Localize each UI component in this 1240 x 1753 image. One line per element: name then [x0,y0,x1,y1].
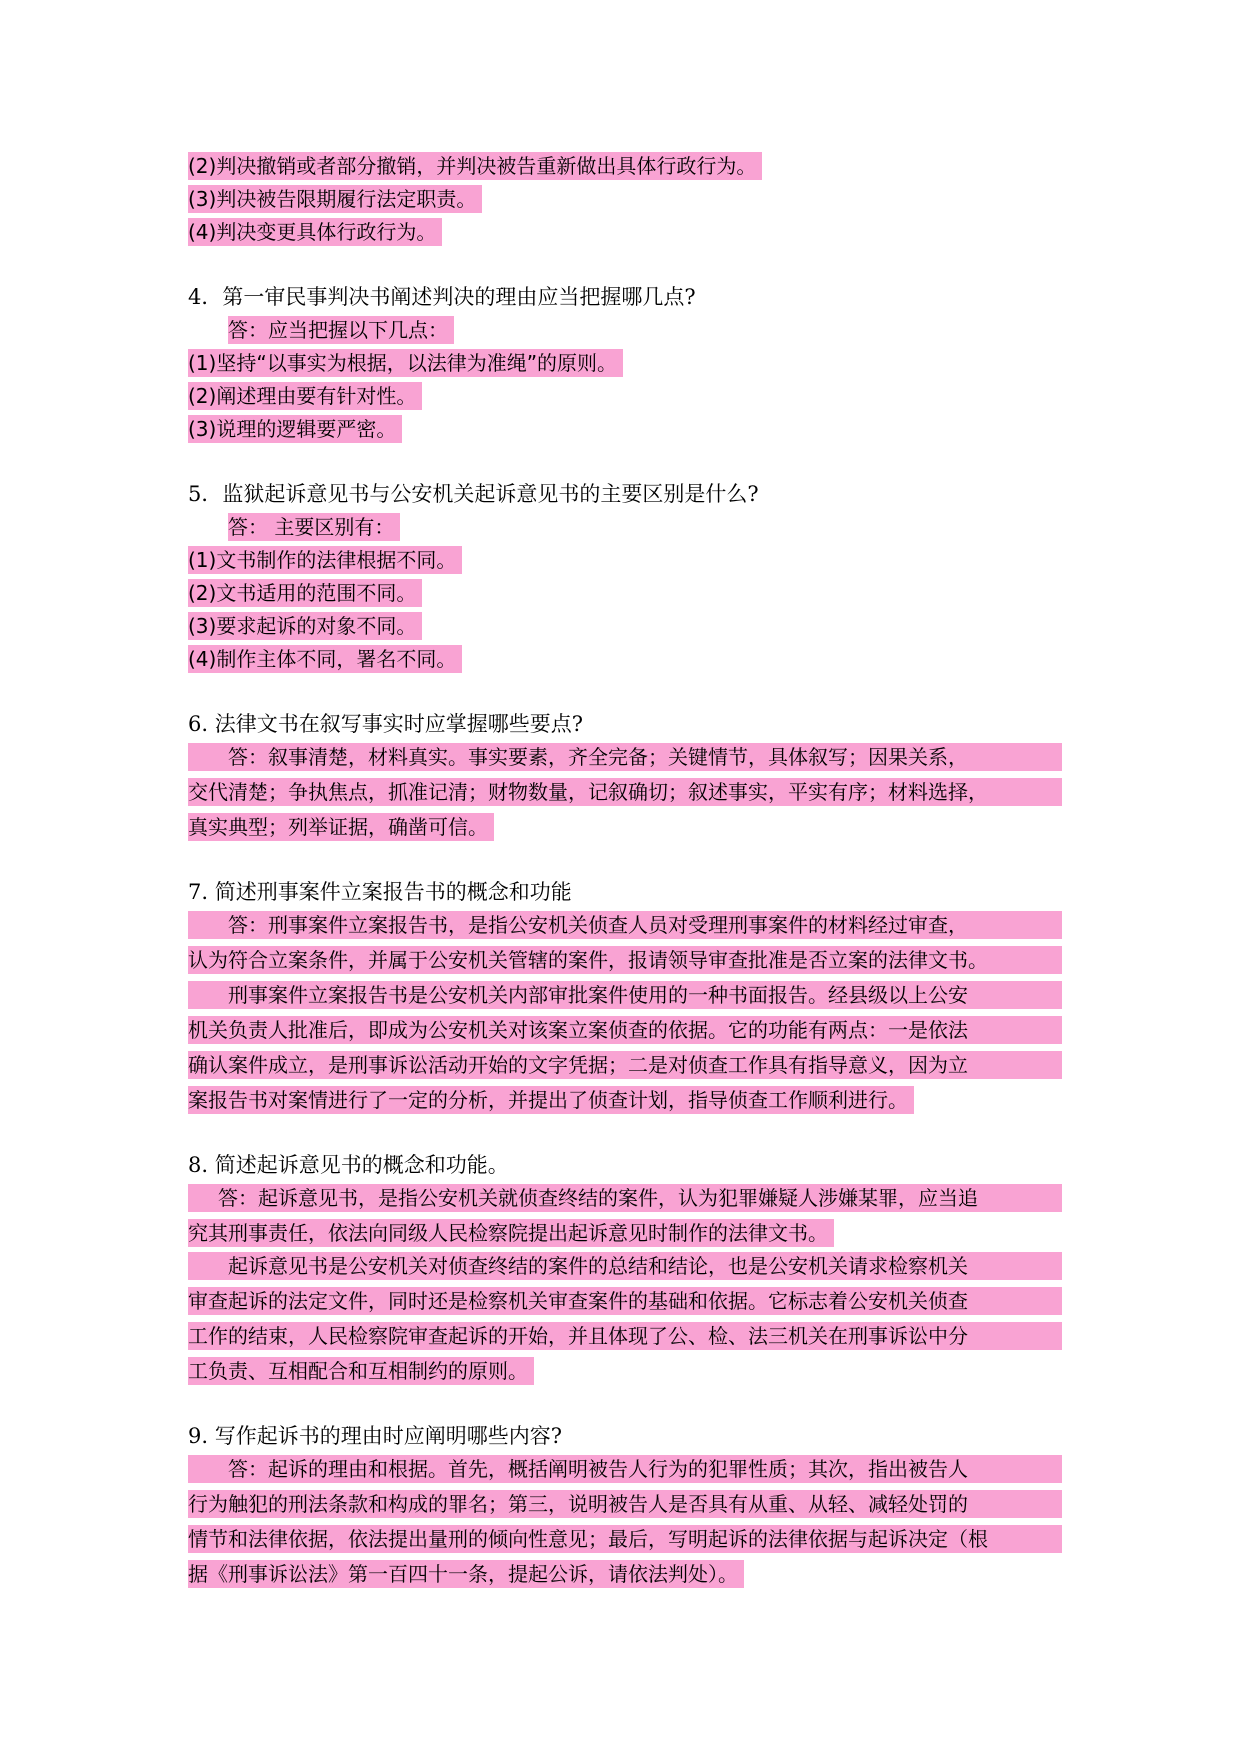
q3-item [188,216,1062,249]
answer-line [188,1455,1062,1488]
answer-text: 起诉意见书是公安机关对侦查终结的案件的总结和结论，也是公安机关请求检察机关 [228,1254,968,1278]
highlight: (3)说理的逻辑要严密。 [188,415,402,443]
answer-line [188,946,1062,979]
answer-item [188,347,1062,380]
question-5: 5．监狱起诉意见书与公安机关起诉意见书的主要区别是什么? [188,482,759,506]
highlight [188,911,1062,939]
highlight: 机关负责人批准后，即成为公安机关对该案立案侦查的依据。它的功能有两点：一是依法 [188,1016,1062,1044]
highlight: 真实典型；列举证据，确凿可信。 [188,813,494,841]
answer-item [188,380,1062,413]
answer-line [188,811,1062,844]
highlight: 答： 主要区别有： [228,513,400,541]
answer-line [188,1051,1062,1084]
answer-text: 答：起诉意见书，是指公安机关就侦查终结的案件，认为犯罪嫌疑人涉嫌某罪，应当追 [218,1186,978,1210]
highlight: (4)制作主体不同，署名不同。 [188,645,462,673]
highlight: 确认案件成立，是刑事诉讼活动开始的文字凭据；二是对侦查工作具有指导意义，因为立 [188,1051,1062,1079]
answer-line [188,1322,1062,1355]
highlight: (2)判决撤销或者部分撤销，并判决被告重新做出具体行政行为。 [188,152,762,180]
answer-text: 答：叙事清楚，材料真实。事实要素，齐全完备；关键情节，具体叙写；因果关系， [228,745,968,769]
answer-item [188,577,1062,610]
answer-intro [188,511,1062,544]
highlight: 据《刑事诉讼法》第一百四十一条，提起公诉，请依法判处）。 [188,1560,744,1588]
answer-line [188,1355,1062,1388]
answer-intro [188,314,1062,347]
answer-line [188,1252,1062,1285]
answer-item [188,544,1062,577]
q3-item [188,183,1062,216]
question-7: 7. 简述刑事案件立案报告书的概念和功能 [188,880,572,904]
document-body [188,150,1062,1591]
answer-line [188,1217,1062,1250]
answer-line [188,778,1062,811]
answer-line [188,743,1062,776]
highlight: 认为符合立案条件，并属于公安机关管辖的案件，报请领导审查批准是否立案的法律文书。 [188,946,1062,974]
answer-line [188,1525,1062,1558]
answer-line [188,1016,1062,1049]
answer-line [188,1184,1062,1217]
answer-line [188,1084,1062,1117]
answer-text: 答：刑事案件立案报告书，是指公安机关侦查人员对受理刑事案件的材料经过审查， [228,913,968,937]
highlight: 究其刑事责任，依法向同级人民检察院提出起诉意见时制作的法律文书。 [188,1219,834,1247]
question-4: 4．第一审民事判决书阐述判决的理由应当把握哪几点? [188,285,696,309]
highlight: (4)判决变更具体行政行为。 [188,218,442,246]
highlight [188,981,1062,1009]
answer-line [188,1490,1062,1523]
highlight: 行为触犯的刑法条款和构成的罪名；第三，说明被告人是否具有从重、从轻、减轻处罚的 [188,1490,1062,1518]
highlight: 审查起诉的法定文件，同时还是检察机关审查案件的基础和依据。它标志着公安机关侦查 [188,1287,1062,1315]
highlight: (2)文书适用的范围不同。 [188,579,422,607]
question-6: 6. 法律文书在叙写事实时应掌握哪些要点? [188,712,583,736]
highlight: (1)文书制作的法律根据不同。 [188,546,462,574]
highlight: (2)阐述理由要有针对性。 [188,382,422,410]
highlight: (3)判决被告限期履行法定职责。 [188,185,482,213]
q3-item [188,150,1062,183]
answer-line [188,981,1062,1014]
answer-line [188,1287,1062,1320]
answer-item [188,643,1062,676]
highlight [188,743,1062,771]
question-8: 8. 简述起诉意见书的概念和功能。 [188,1153,509,1177]
highlight: (3)要求起诉的对象不同。 [188,612,422,640]
answer-line [188,911,1062,944]
highlight [188,1252,1062,1280]
highlight: 工负责、互相配合和互相制约的原则。 [188,1357,534,1385]
highlight: 交代清楚；争执焦点，抓准记清；财物数量，记叙确切；叙述事实，平实有序；材料选择， [188,778,1062,806]
highlight [188,1184,1062,1212]
highlight: 案报告书对案情进行了一定的分析，并提出了侦查计划，指导侦查工作顺利进行。 [188,1086,914,1114]
answer-text: 刑事案件立案报告书是公安机关内部审批案件使用的一种书面报告。经县级以上公安 [228,983,968,1007]
answer-text: 答：起诉的理由和根据。首先，概括阐明被告人行为的犯罪性质；其次，指出被告人 [228,1457,968,1481]
answer-item [188,413,1062,446]
highlight: 工作的结束，人民检察院审查起诉的开始，并且体现了公、检、法三机关在刑事诉讼中分 [188,1322,1062,1350]
highlight: 情节和法律依据，依法提出量刑的倾向性意见；最后，写明起诉的法律依据与起诉决定（根 [188,1525,1062,1553]
highlight: 答：应当把握以下几点： [228,316,454,344]
answer-line [188,1558,1062,1591]
highlight: (1)坚持“以事实为根据，以法律为准绳”的原则。 [188,349,623,377]
question-9: 9. 写作起诉书的理由时应阐明哪些内容? [188,1424,562,1448]
answer-item [188,610,1062,643]
highlight [188,1455,1062,1483]
